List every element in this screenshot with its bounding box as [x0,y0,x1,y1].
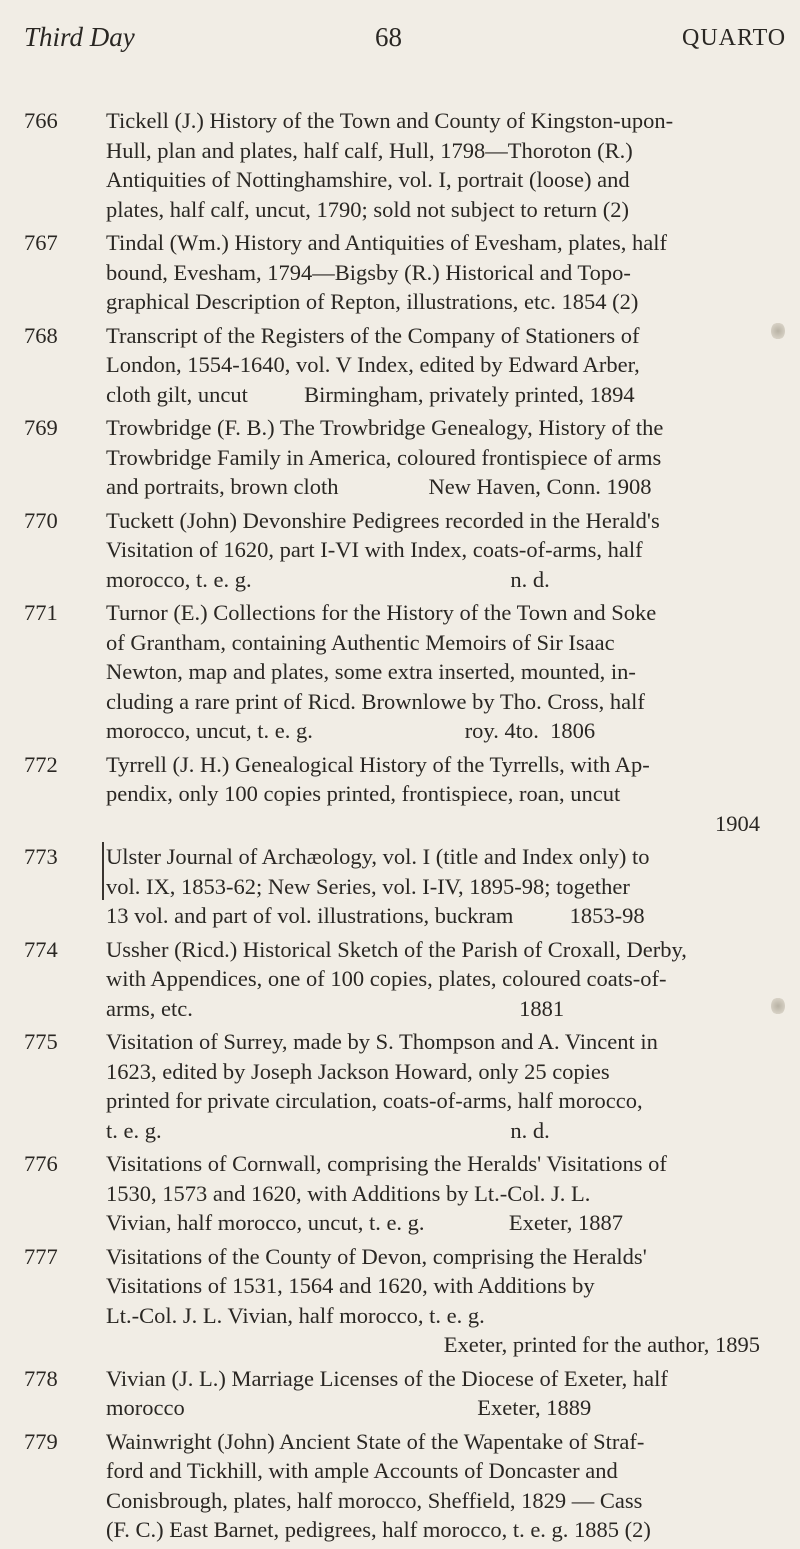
catalogue-entry [0,321,800,410]
description-line: Ussher (Ricd.) Historical Sketch of the Parish of Croxall, Derby, [106,936,687,962]
lot-number: 775 [24,1029,58,1054]
description-line: Antiquities of Nottinghamshire, vol. I, portrait (loose) and [106,167,630,192]
catalogue-entry [0,1242,800,1360]
lot-number: 772 [24,751,58,777]
lot-number: 774 [24,936,58,962]
lot-description [106,321,760,410]
lot-number: 767 [24,230,58,255]
description-line: Trowbridge (F. B.) The Trowbridge Genealogy, History of the [106,415,664,440]
lot-description [106,750,760,839]
lot-description [106,1242,760,1360]
lot-description [106,506,760,595]
description-line: morocco, t. e. g. n. d. [106,566,550,592]
format-heading: QUARTO [682,25,787,51]
description-line: Turnor (E.) Collections for the History of the Town and Soke [106,600,657,625]
description-line: Vivian, half morocco, uncut, t. e. g. Exeter, 1887 [106,1210,623,1235]
description-line: of Grantham, containing Authentic Memoirs of Sir Isaac [106,629,615,655]
lot-description [106,106,760,224]
lot-description [106,935,760,1024]
catalogue-entry [0,598,800,746]
description-line: Visitation of 1620, part I-VI with Index, coats-of-arms, half [106,537,643,562]
description-line: Visitations of Cornwall, comprising the Heralds' Visitations of [106,1151,667,1176]
description-line: morocco Exeter, 1889 [106,1395,592,1420]
description-line: bound, Evesham, 1794—Bigsby (R.) Historical and Topo- [106,259,631,285]
description-line: Tickell (J.) History of the Town and County of Kingston-upon- [106,108,674,133]
catalogue-entry [0,750,800,839]
description-line: printed for private circulation, coats-of-arms, half morocco, [106,1088,643,1113]
catalogue-entry [0,1364,800,1423]
description-line: t. e. g. n. d. [106,1117,550,1143]
description-line: Tindal (Wm.) History and Antiquities of Evesham, plates, half [106,230,667,255]
page-number: 68 [375,22,402,52]
lot-number: 777 [24,1243,58,1269]
catalogue-entry [0,506,800,595]
description-line: with Appendices, one of 100 copies, plates, coloured coats-of- [106,966,667,991]
description-line: 1904 [715,810,760,836]
catalogue-entry [0,1027,800,1145]
description-line: Trowbridge Family in America, coloured frontispiece of arms [106,444,662,470]
lot-number: 769 [24,415,58,440]
lot-description [106,228,760,317]
description-line: vol. IX, 1853-62; New Series, vol. I-IV, 1895-98; together [106,873,630,899]
description-line: 1623, edited by Joseph Jackson Howard, only 25 copies [106,1058,610,1084]
lot-number: 771 [24,600,58,625]
description-line: 13 vol. and part of vol. illustrations, buckram 1853-98 [106,903,645,928]
description-line: Lt.-Col. J. L. Vivian, half morocco, t. e. g. [106,1302,485,1328]
description-line: Tuckett (John) Devonshire Pedigrees recorded in the Herald's [106,507,660,533]
lot-number: 773 [24,844,58,869]
page-header [0,22,800,62]
description-line: Newton, map and plates, some extra inserted, mounted, in- [106,659,636,684]
description-line: (F. C.) East Barnet, pedigrees, half morocco, t. e. g. 1885 (2) [106,1517,651,1542]
catalogue-entry [0,413,800,502]
lot-description [106,598,760,746]
lot-description [106,1364,760,1423]
description-line: graphical Description of Repton, illustrations, etc. 1854 (2) [106,289,639,314]
catalogue-entry [0,228,800,317]
description-line: Wainwright (John) Ancient State of the Wapentake of Straf- [106,1428,645,1454]
description-line: Hull, plan and plates, half calf, Hull, 1798—Thoroton (R.) [106,137,633,163]
lot-number: 778 [24,1365,58,1391]
paper-blemish [771,997,785,1015]
lot-number: 779 [24,1428,58,1454]
catalogue-entry [0,106,800,224]
description-line: and portraits, brown cloth New Haven, Conn. 1908 [106,474,652,499]
bracket-mark [88,842,104,900]
description-line: ford and Tickhill, with ample Accounts of Doncaster and [106,1458,618,1483]
catalogue-entry [0,842,800,931]
description-line: plates, half calf, uncut, 1790; sold not subject to return (2) [106,196,629,222]
lot-number: 768 [24,322,58,348]
description-line: Ulster Journal of Archæology, vol. I (title and Index only) to [106,844,650,869]
lot-description [106,1027,760,1145]
catalogue-entries [0,106,800,1549]
description-line: Vivian (J. L.) Marriage Licenses of the Diocese of Exeter, half [106,1365,668,1391]
lot-number: 776 [24,1151,58,1176]
description-line: Tyrrell (J. H.) Genealogical History of the Tyrrells, with Ap- [106,751,650,777]
lot-description [106,842,760,931]
description-line: Visitations of the County of Devon, comprising the Heralds' [106,1243,647,1269]
description-line: 1530, 1573 and 1620, with Additions by Lt.-Col. J. L. [106,1180,591,1206]
description-line: pendix, only 100 copies printed, frontispiece, roan, uncut [106,781,621,806]
description-line: Exeter, printed for the author, 1895 [443,1332,760,1357]
description-line: cluding a rare print of Ricd. Brownlowe by Tho. Cross, half [106,688,645,714]
day-heading: Third Day [24,22,135,52]
lot-description [106,413,760,502]
description-line: Transcript of the Registers of the Company of Stationers of [106,322,640,348]
lot-number: 766 [24,108,58,133]
lot-description [106,1149,760,1238]
lot-number: 770 [24,507,58,533]
description-line: cloth gilt, uncut Birmingham, privately printed, 1894 [106,381,635,407]
catalogue-entry [0,935,800,1024]
description-line: London, 1554-1640, vol. V Index, edited by Edward Arber, [106,352,640,377]
catalogue-entry [0,1149,800,1238]
description-line: Visitation of Surrey, made by S. Thompson and A. Vincent in [106,1029,658,1054]
description-line: Conisbrough, plates, half morocco, Sheffield, 1829 — Cass [106,1487,643,1513]
paper-blemish [771,322,785,340]
description-line: morocco, uncut, t. e. g. roy. 4to. 1806 [106,718,596,743]
description-line: Visitations of 1531, 1564 and 1620, with Additions by [106,1273,595,1298]
catalogue-entry [0,1427,800,1545]
lot-description [106,1427,760,1545]
description-line: arms, etc. 1881 [106,995,565,1021]
